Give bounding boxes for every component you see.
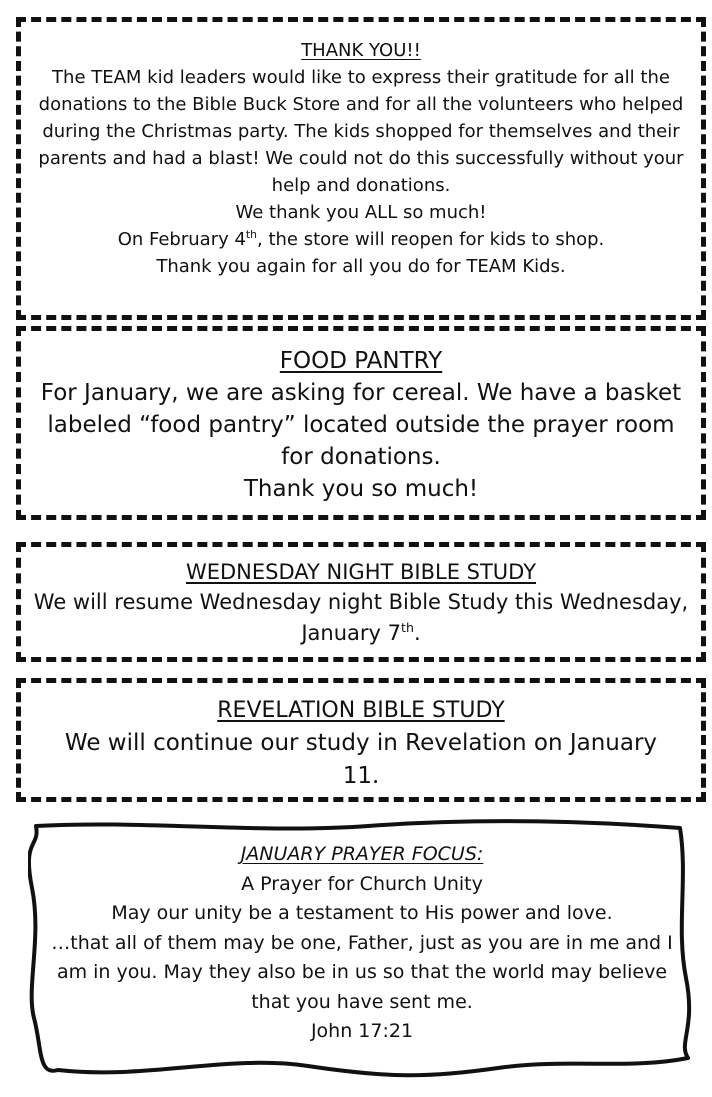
wednesday-study-text: We will resume Wednesday night Bible Study this Wednesday, January 7 — [33, 590, 689, 645]
prayer-focus-subtitle: A Prayer for Church Unity — [241, 872, 483, 895]
store-reopen-line — [21, 226, 701, 253]
thank-you-heading: THANK YOU!! — [301, 40, 421, 61]
prayer-focus-line: May our unity be a testament to His power and love. — [111, 902, 613, 924]
wednesday-study-section — [16, 542, 706, 662]
store-reopen-text: On February 4 — [117, 229, 246, 250]
food-pantry-heading: FOOD PANTRY — [279, 348, 443, 374]
revelation-study-section — [16, 678, 706, 802]
thank-you-closing: Thank you again for all you do for TEAM Kids. — [156, 256, 566, 277]
food-pantry-closing: Thank you so much! — [243, 476, 479, 502]
revelation-study-heading: REVELATION BIBLE STUDY — [217, 698, 505, 723]
ordinal-suffix: th — [401, 620, 414, 635]
thank-you-section — [16, 17, 706, 320]
wednesday-study-body — [21, 587, 701, 649]
wednesday-study-heading: WEDNESDAY NIGHT BIBLE STUDY — [185, 560, 537, 584]
prayer-focus-heading: JANUARY PRAYER FOCUS: — [240, 843, 484, 865]
revelation-study-body: We will continue our study in Revelation on January 11. — [64, 730, 658, 789]
prayer-focus-reference: John 17:21 — [310, 1020, 414, 1042]
ordinal-suffix: th — [245, 228, 257, 241]
food-pantry-section — [16, 326, 706, 520]
prayer-focus-section — [28, 818, 696, 1082]
store-reopen-text-end: , the store will reopen for kids to shop. — [257, 229, 605, 250]
thank-you-all-line: We thank you ALL so much! — [235, 202, 487, 223]
wednesday-study-text-end: . — [413, 621, 421, 645]
prayer-focus-verse: …that all of them may be one, Father, just as you are in me and I am in you. May they also be in us so that the world may believe that you have sent me. — [51, 931, 673, 1013]
food-pantry-body: For January, we are asking for cereal. We have a basket labeled “food pantry” located outside the prayer room for donations. — [40, 380, 682, 470]
thank-you-body: The TEAM kid leaders would like to express their gratitude for all the donations to the Bible Buck Store and for all the volunteers who helped during the Christmas party. The kids shopped for themselves and their parents and had a blast! We could not do this successfully without your help and donations. — [38, 67, 684, 196]
